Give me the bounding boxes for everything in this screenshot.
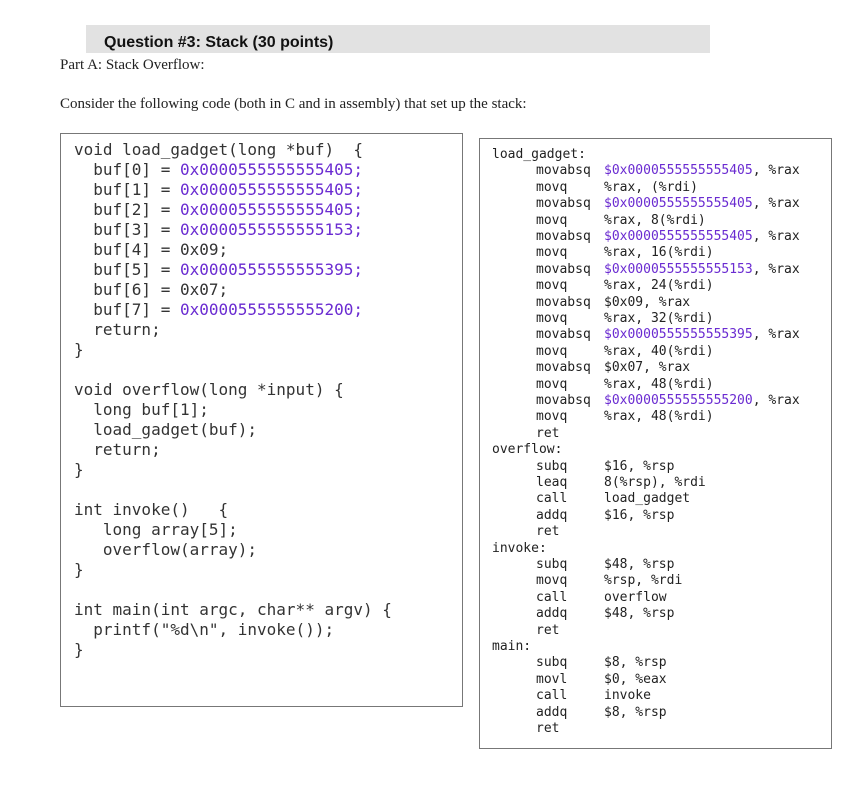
operand-text: overflow xyxy=(604,589,667,605)
asm-operands xyxy=(604,590,667,606)
asm-operands xyxy=(604,573,682,589)
c-code-line xyxy=(74,280,228,300)
intro-text: Consider the following code (both in C and in assembly) that set up the stack: xyxy=(60,96,527,112)
asm-instruction: movabsq xyxy=(536,261,591,277)
c-code-line xyxy=(74,380,344,400)
asm-instruction: call xyxy=(536,688,568,704)
asm-label: invoke: xyxy=(492,540,547,556)
c-code-line xyxy=(74,160,363,180)
asm-instruction: movabsq xyxy=(536,327,591,343)
code-text: } xyxy=(74,640,84,659)
operand-text: , %rax xyxy=(752,327,800,343)
asm-operands xyxy=(604,360,690,376)
code-text: long array[5]; xyxy=(74,520,238,539)
c-code-line xyxy=(74,300,363,320)
c-code-line xyxy=(74,520,238,540)
hex-literal: 0x0000555555555405; xyxy=(179,200,363,219)
c-code-line xyxy=(74,140,363,160)
c-code-line xyxy=(74,400,209,420)
asm-operands xyxy=(604,377,714,393)
operand-text: , %rax xyxy=(752,229,800,244)
operand-text: %rax, 24(%rdi) xyxy=(604,278,714,294)
c-code-line xyxy=(74,500,228,520)
code-text: buf[2] = xyxy=(74,200,180,219)
operand-text: , %rax xyxy=(752,196,800,212)
asm-operands xyxy=(604,196,800,212)
operand-text: invoke xyxy=(604,688,651,704)
asm-instruction: movq xyxy=(536,179,568,195)
c-code-line xyxy=(74,340,84,360)
asm-operands xyxy=(604,606,674,622)
operand-text: %rax, 40(%rdi) xyxy=(604,343,714,359)
code-text: int invoke() { xyxy=(74,500,229,519)
operand-text: %rsp, %rdi xyxy=(604,573,683,589)
asm-instruction: subq xyxy=(536,557,568,572)
asm-label: overflow: xyxy=(492,442,563,458)
asm-operands xyxy=(604,557,674,573)
hex-literal: 0x0000555555555153; xyxy=(179,220,363,239)
asm-instruction: movq xyxy=(536,245,568,261)
asm-instruction: movl xyxy=(536,671,568,687)
asm-instruction: movabsq xyxy=(536,229,591,244)
asm-operands xyxy=(604,163,800,179)
code-text: long buf[1]; xyxy=(74,400,209,419)
operand-text: , %rax xyxy=(752,261,800,277)
code-text: printf("%d\n", invoke()); xyxy=(74,620,335,639)
operand-text: %rax, 32(%rdi) xyxy=(604,311,714,326)
code-text: buf[3] = xyxy=(74,220,180,239)
asm-instruction: movq xyxy=(536,311,568,326)
asm-instruction: subq xyxy=(536,655,568,671)
operand-text: $8, %rsp xyxy=(604,655,667,671)
code-text: buf[7] = xyxy=(74,300,180,319)
operand-text: %rax, 8(%rdi) xyxy=(604,212,706,228)
code-text: int main(int argc, char** argv) { xyxy=(74,600,392,619)
c-code-line xyxy=(74,640,84,660)
asm-instruction: movq xyxy=(536,343,568,359)
question-title: Question #3: Stack (30 points) xyxy=(104,34,334,51)
operand-text: 8(%rsp), %rdi xyxy=(604,475,706,490)
c-code-line xyxy=(74,600,392,620)
asm-instruction: ret xyxy=(536,524,560,540)
code-text: buf[4] = 0x09; xyxy=(74,240,229,259)
asm-instruction: movabsq xyxy=(536,163,591,179)
operand-text: $0, %eax xyxy=(604,671,667,687)
asm-instruction: movabsq xyxy=(536,196,591,212)
c-code-line xyxy=(74,420,257,440)
asm-operands xyxy=(604,459,674,475)
asm-operands xyxy=(604,278,714,294)
c-code-line xyxy=(74,180,363,200)
code-text: return; xyxy=(74,440,161,459)
operand-text: $16, %rsp xyxy=(604,507,675,523)
hex-literal: $0x0000555555555405 xyxy=(604,196,753,212)
c-code-box xyxy=(60,133,463,707)
hex-literal: 0x0000555555555405; xyxy=(179,160,363,179)
hex-literal: $0x0000555555555395 xyxy=(604,327,753,343)
asm-operands xyxy=(604,262,800,278)
c-code-line xyxy=(74,440,161,460)
code-text: buf[6] = 0x07; xyxy=(74,280,229,299)
c-code-line xyxy=(74,320,161,340)
asm-operands xyxy=(604,344,714,360)
c-code-line xyxy=(74,620,334,640)
hex-literal: $0x0000555555555405 xyxy=(604,163,753,179)
code-text: } xyxy=(74,560,84,579)
hex-literal: 0x0000555555555200; xyxy=(179,300,363,319)
code-text: overflow(array); xyxy=(74,540,258,559)
asm-operands xyxy=(604,327,800,343)
asm-instruction: movabsq xyxy=(536,294,591,310)
operand-text: load_gadget xyxy=(604,491,691,507)
c-code-line xyxy=(74,460,84,480)
asm-instruction: ret xyxy=(536,721,560,736)
hex-literal: 0x0000555555555405; xyxy=(179,180,363,199)
operand-text: $8, %rsp xyxy=(604,704,667,720)
asm-instruction: movq xyxy=(536,212,568,228)
code-text: load_gadget(buf); xyxy=(74,420,258,439)
asm-operands xyxy=(604,180,698,196)
asm-operands xyxy=(604,705,667,721)
c-code-line xyxy=(74,240,228,260)
asm-instruction: ret xyxy=(536,622,560,638)
asm-instruction: movq xyxy=(536,278,568,294)
operand-text: %rax, 16(%rdi) xyxy=(604,245,714,261)
asm-operands xyxy=(604,491,690,507)
hex-literal: $0x0000555555555153 xyxy=(604,261,753,277)
c-code-line xyxy=(74,540,257,560)
asm-operands xyxy=(604,672,667,688)
asm-operands xyxy=(604,229,800,245)
asm-instruction: movabsq xyxy=(536,360,591,376)
operand-text: %rax, 48(%rdi) xyxy=(604,376,714,392)
asm-label: load_gadget: xyxy=(492,147,586,162)
asm-label: main: xyxy=(492,639,532,654)
asm-instruction: subq xyxy=(536,458,568,474)
hex-literal: $0x0000555555555200 xyxy=(604,393,753,408)
operand-text: $0x07, %rax xyxy=(604,360,691,376)
asm-instruction: movabsq xyxy=(536,393,591,408)
asm-instruction: addq xyxy=(536,507,568,523)
asm-instruction: ret xyxy=(536,425,560,441)
asm-operands xyxy=(604,688,651,704)
hex-literal: 0x0000555555555395; xyxy=(179,260,363,279)
asm-operands xyxy=(604,508,674,524)
asm-operands xyxy=(604,213,706,229)
operand-text: , %rax xyxy=(752,393,800,408)
asm-instruction: leaq xyxy=(536,475,568,490)
asm-operands xyxy=(604,245,714,261)
c-code-line xyxy=(74,560,84,580)
c-code-line xyxy=(74,200,363,220)
asm-instruction: movq xyxy=(536,376,568,392)
code-text: buf[0] = xyxy=(74,160,180,179)
asm-operands xyxy=(604,393,800,409)
code-text: void load_gadget(long *buf) { xyxy=(74,140,363,159)
operand-text: , %rax xyxy=(752,163,800,179)
code-text: return; xyxy=(74,320,161,339)
c-code-line xyxy=(74,220,363,240)
assembly-code-box xyxy=(479,138,832,749)
operand-text: %rax, 48(%rdi) xyxy=(604,409,714,425)
code-text: buf[1] = xyxy=(74,180,180,199)
hex-literal: $0x0000555555555405 xyxy=(604,229,753,244)
part-label: Part A: Stack Overflow: xyxy=(60,57,205,73)
asm-operands xyxy=(604,295,690,311)
operand-text: $0x09, %rax xyxy=(604,294,691,310)
code-text: void overflow(long *input) { xyxy=(74,380,344,399)
asm-operands xyxy=(604,409,714,425)
operand-text: $48, %rsp xyxy=(604,557,675,572)
asm-instruction: movq xyxy=(536,573,568,589)
code-text: } xyxy=(74,460,84,479)
asm-instruction: addq xyxy=(536,606,568,622)
operand-text: $48, %rsp xyxy=(604,606,675,622)
asm-instruction: call xyxy=(536,589,568,605)
asm-operands xyxy=(604,311,714,327)
asm-instruction: movq xyxy=(536,409,568,425)
asm-instruction: addq xyxy=(536,704,568,720)
code-text: buf[5] = xyxy=(74,260,180,279)
operand-text: %rax, (%rdi) xyxy=(604,179,698,195)
operand-text: $16, %rsp xyxy=(604,458,675,474)
code-text: } xyxy=(74,340,84,359)
c-code-line xyxy=(74,260,363,280)
asm-instruction: call xyxy=(536,491,568,507)
asm-operands xyxy=(604,655,667,671)
asm-operands xyxy=(604,475,706,491)
